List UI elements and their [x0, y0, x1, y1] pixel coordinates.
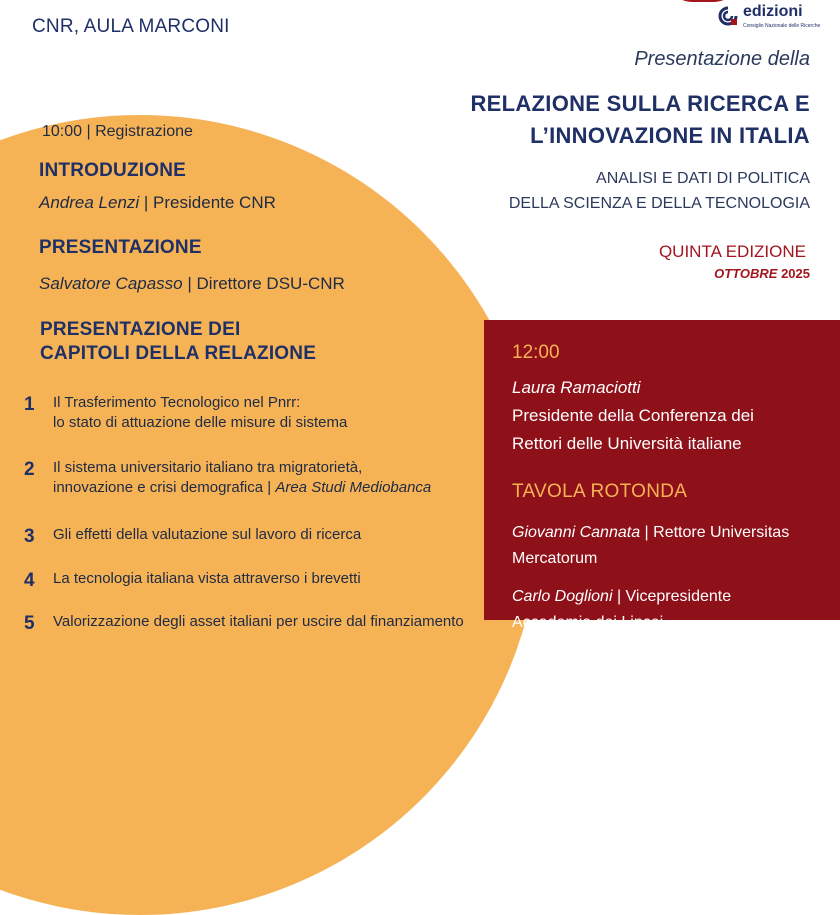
title-line-2: L’INNOVAZIONE IN ITALIA: [530, 123, 810, 148]
participant-role: | Rettore Universitas: [640, 524, 790, 541]
chapter-text: [53, 458, 431, 498]
chapters-heading: [40, 318, 316, 366]
presentation-speaker-role: | Direttore DSU-CNR: [187, 274, 345, 293]
page-subtitle: [509, 166, 810, 216]
logo-subtitle: Consiglio Nazionale delle Ricerche: [743, 23, 821, 29]
panel-time: 12:00: [512, 342, 560, 363]
venue: CNR, AULA MARCONI: [32, 16, 230, 37]
subtitle-line-2: DELLA SCIENZA E DELLA TECNOLOGIA: [508, 195, 810, 212]
chapter-text: [53, 612, 464, 632]
chapter-text: [53, 569, 361, 589]
participant-role-line-2: Accademia dei Lincei: [512, 614, 664, 631]
intro-heading: INTRODUZIONE: [39, 160, 187, 181]
list-item: [512, 584, 731, 636]
cnr-edizioni-logo: [718, 4, 838, 32]
participant-name: Carlo Doglioni: [512, 588, 613, 605]
edition-date: [714, 266, 810, 281]
chapters-heading-line-1: PRESENTAZIONE DEI: [40, 319, 241, 340]
subtitle-line-1: ANALISI E DATI DI POLITICA: [596, 170, 810, 187]
list-item: [512, 520, 789, 572]
orange-circle-decoration: [0, 115, 540, 915]
chapter-line-2: lo stato di attuazione delle misure di sistema: [53, 414, 348, 431]
chapter-number: 3: [24, 526, 35, 547]
registration-time: 10:00 | Registrazione: [42, 123, 193, 140]
participant-name: Giovanni Cannata: [512, 524, 641, 541]
edition-label: QUINTA EDIZIONE: [658, 242, 806, 261]
intro-speaker-name: Andrea Lenzi: [39, 193, 140, 212]
presentation-intro: Presentazione della: [634, 48, 810, 70]
chapter-text: [53, 525, 361, 545]
chapter-line-1: Gli effetti della valutazione sul lavoro di ricerca: [53, 526, 362, 543]
chapters-heading-line-2: CAPITOLI DELLA RELAZIONE: [40, 343, 317, 364]
chapter-line-2-italic: Area Studi Mediobanca: [275, 479, 432, 496]
edition-month: OTTOBRE: [714, 266, 778, 281]
edition-year: 2025: [781, 266, 810, 281]
chapter-line-1: Il sistema universitario italiano tra migratorietà,: [53, 459, 363, 476]
chapter-line-1: Valorizzazione degli asset italiani per uscire dal finanziamento: [53, 613, 464, 630]
panel-speaker-role-line-2: Rettori delle Università italiane: [512, 434, 742, 453]
panel-speaker: [512, 374, 754, 458]
chapter-number: 5: [24, 613, 35, 634]
round-table-heading: TAVOLA ROTONDA: [512, 481, 688, 502]
chapter-line-1: Il Trasferimento Tecnologico nel Pnrr:: [53, 394, 301, 411]
red-tab-decoration: [663, 0, 743, 2]
panel-speaker-name: Laura Ramaciotti: [512, 378, 641, 397]
chapter-line-1: La tecnologia italiana vista attraverso i brevetti: [53, 570, 361, 587]
chapter-number: 2: [24, 459, 35, 480]
panel-speaker-role-line-1: Presidente della Conferenza dei: [512, 406, 754, 425]
intro-speaker: [39, 193, 276, 213]
presentation-heading: PRESENTAZIONE: [39, 237, 202, 258]
chapter-text: [53, 393, 347, 433]
intro-speaker-role: | Presidente CNR: [143, 193, 276, 212]
logo-word: edizioni: [743, 3, 803, 20]
presentation-speaker: [39, 274, 345, 294]
chapter-line-2-text: innovazione e crisi demografica |: [53, 479, 276, 496]
participant-role: | Vicepresidente: [612, 588, 732, 605]
cnr-logo-icon: [718, 6, 738, 26]
chapter-number: 4: [24, 570, 35, 591]
presentation-speaker-name: Salvatore Capasso: [39, 274, 183, 293]
chapter-line-2: [53, 478, 431, 498]
page-title: [470, 88, 810, 152]
title-line-1: RELAZIONE SULLA RICERCA E: [470, 91, 810, 116]
round-table-panel: [484, 320, 840, 631]
participant-role-line-2: Mercatorum: [512, 550, 598, 567]
chapter-number: 1: [24, 394, 35, 415]
